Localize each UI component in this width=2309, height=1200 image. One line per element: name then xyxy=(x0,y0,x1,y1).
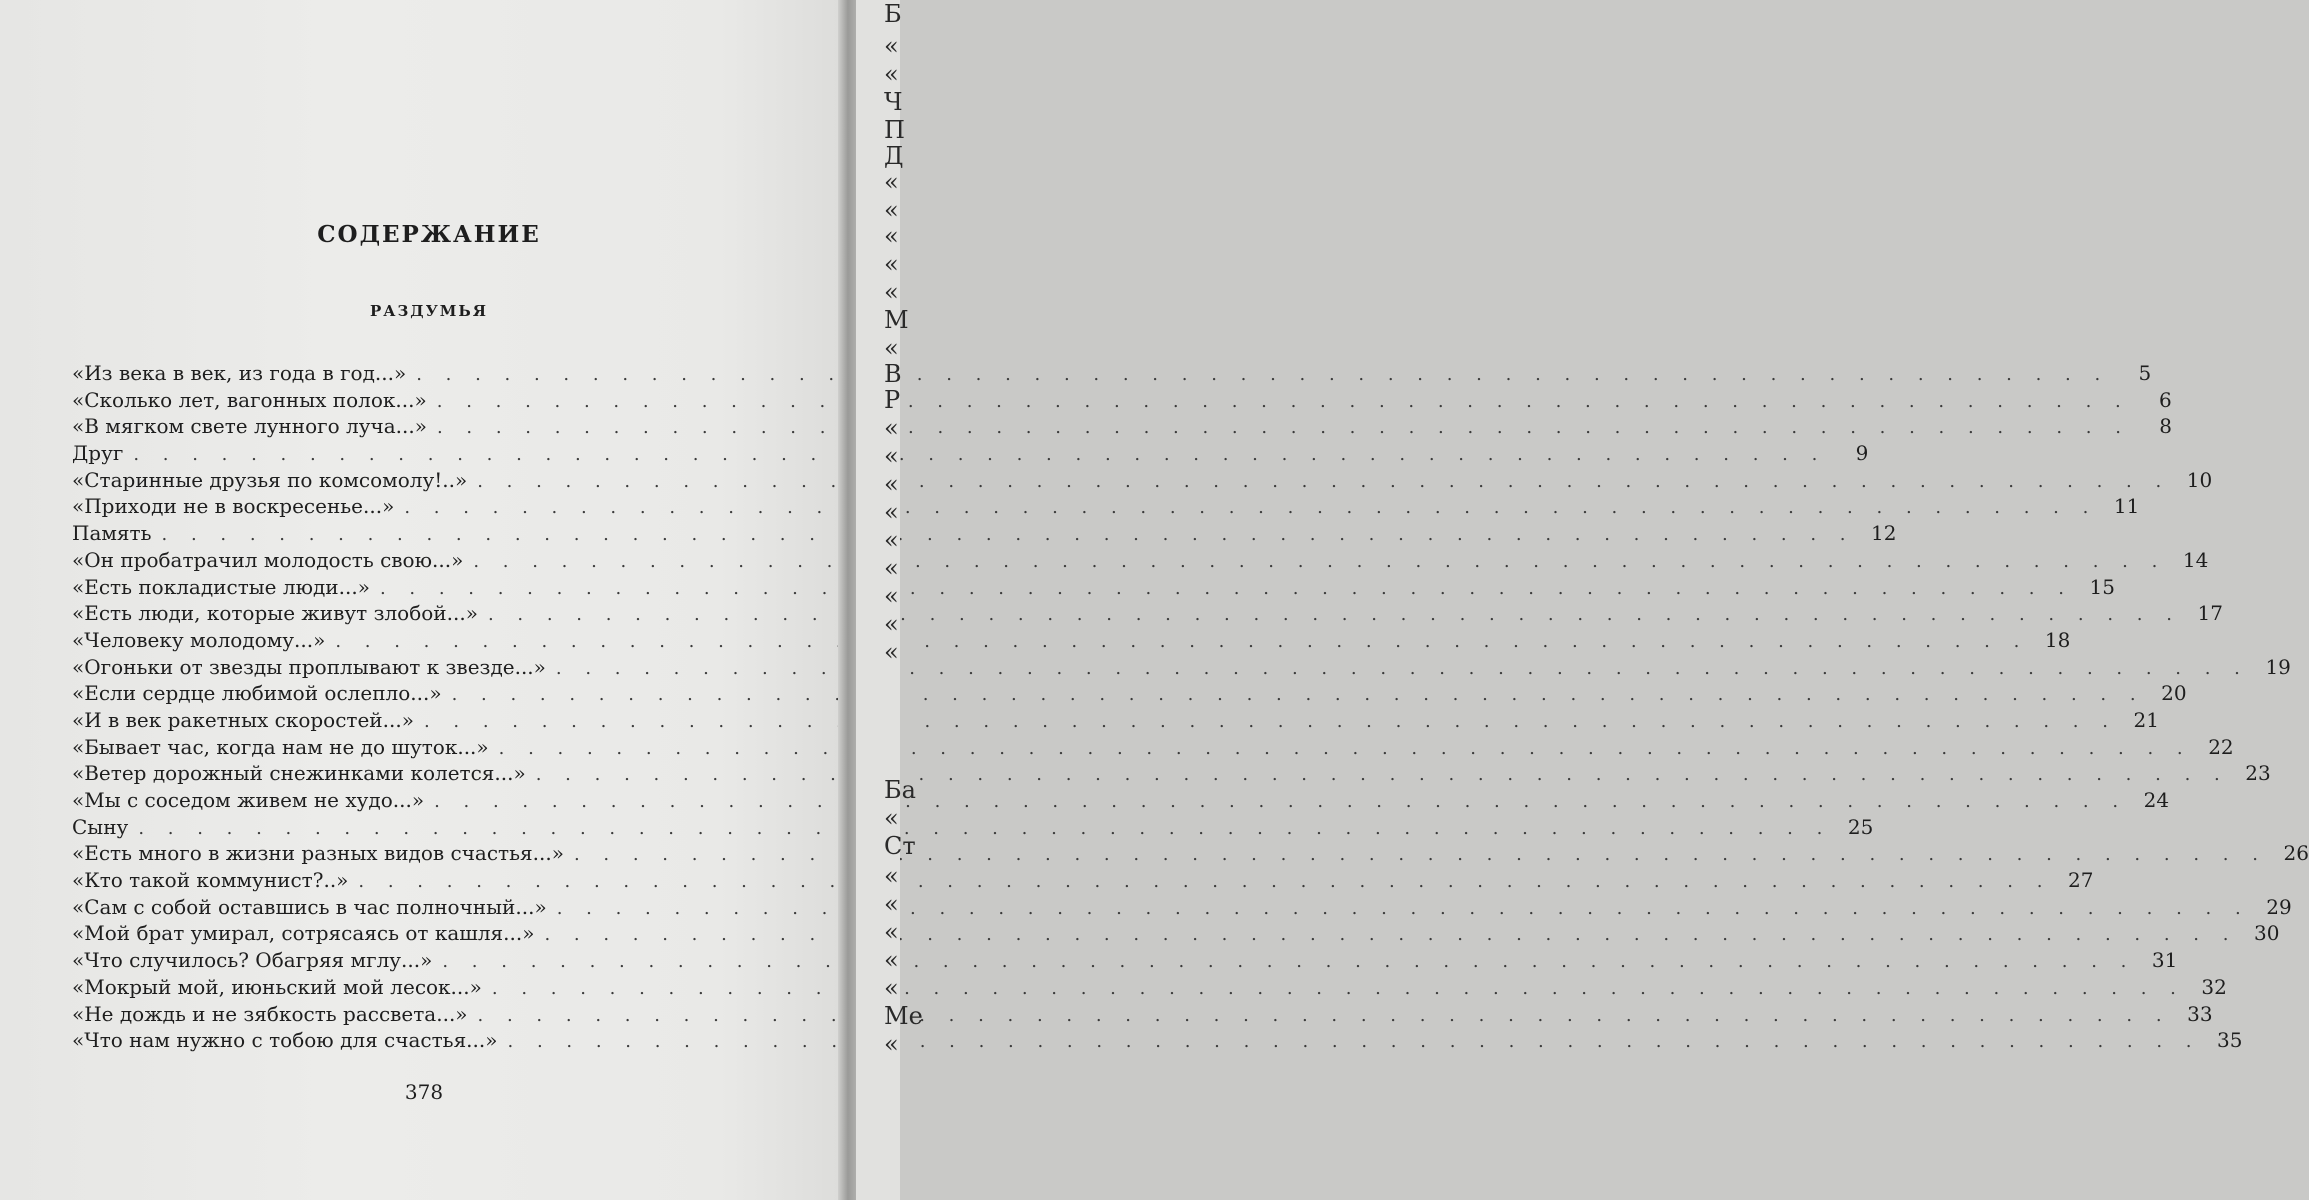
toc-entry-page: 25 xyxy=(1847,814,1874,839)
toc-entry-title: «Не дождь и не зябкость рассвета...» xyxy=(72,1001,468,1026)
toc-entry xyxy=(72,840,2309,867)
adjacent-page-glyph: В xyxy=(884,360,902,388)
dot-leader xyxy=(492,976,2185,1003)
toc-entry-title: «И в век ракетных скоростей...» xyxy=(72,707,414,732)
toc-entry-title: «Из века в век, из года в год...» xyxy=(72,361,407,385)
toc-entry-title: «В мягком свете лунного луча...» xyxy=(72,414,427,439)
dot-leader xyxy=(358,869,2051,896)
adjacent-page-glyph: « xyxy=(884,334,899,362)
adjacent-page-glyph: « xyxy=(884,168,899,196)
toc-entry xyxy=(72,947,2178,974)
adjacent-page-glyph: « xyxy=(884,946,899,974)
toc-entry-title: «Сам с собой оставшись в час полночный...» xyxy=(72,894,547,919)
dot-leader xyxy=(437,415,2130,442)
toc-entry xyxy=(72,654,2291,681)
toc-entry-title: «Кто такой коммунист?..» xyxy=(72,868,349,893)
toc-entry-title: «Есть много в жизни разных видов счастья...» xyxy=(72,841,564,866)
toc-entry-page: 14 xyxy=(2182,547,2209,572)
toc-entry-title: «Сколько лет, вагонных полок...» xyxy=(72,387,427,412)
adjacent-page-glyph: П xyxy=(884,116,905,144)
toc-entry-title: «Что случилось? Обагряя мглу...» xyxy=(72,948,433,973)
toc-entry xyxy=(72,680,2187,707)
contents-heading: СОДЕРЖАНИЕ xyxy=(317,221,541,248)
dot-leader xyxy=(404,495,2097,522)
adjacent-page-glyph: « xyxy=(884,610,899,638)
dot-leader xyxy=(380,576,2073,603)
adjacent-page-glyph: « xyxy=(884,554,899,582)
adjacent-page-glyph: « xyxy=(884,470,899,498)
adjacent-page-glyph: « xyxy=(884,414,899,442)
adjacent-page-glyph: Д xyxy=(884,142,904,170)
toc-entry xyxy=(72,734,2234,761)
toc-entry-title: «Что нам нужно с тобою для счастья...» xyxy=(72,1028,498,1053)
section-heading: РАЗДУМЬЯ xyxy=(369,302,489,320)
dot-leader xyxy=(442,949,2135,976)
toc-entry-page: 23 xyxy=(2245,761,2271,786)
toc-entry-page: 9 xyxy=(1855,441,1869,466)
toc-entry xyxy=(72,814,1874,841)
dot-leader xyxy=(434,789,2127,816)
toc-entry-page: 21 xyxy=(2133,707,2159,732)
toc-entry-page: 30 xyxy=(2254,921,2280,946)
adjacent-page-glyph: « xyxy=(884,974,899,1002)
adjacent-page-glyph: « xyxy=(884,222,899,250)
adjacent-page-glyph: « xyxy=(884,32,899,60)
toc-entry-page: 24 xyxy=(2143,788,2170,812)
adjacent-page-glyph: « xyxy=(884,442,899,470)
adjacent-page-glyph: « xyxy=(884,278,899,306)
toc-entry-page: 31 xyxy=(2151,948,2178,973)
dot-leader xyxy=(473,549,2166,576)
adjacent-page-glyph: « xyxy=(884,918,899,946)
toc-entry-title: «Старинные друзья по комсомолу!..» xyxy=(72,467,468,492)
toc-entry-page: 29 xyxy=(2266,894,2292,919)
dot-leader xyxy=(335,629,2028,656)
toc-entry xyxy=(72,600,2223,627)
dot-leader xyxy=(437,389,2130,416)
adjacent-page-edge xyxy=(856,0,923,1200)
toc-entry xyxy=(72,627,2071,654)
dot-leader xyxy=(557,896,2250,923)
toc-entry xyxy=(72,760,2271,787)
toc-entry-page: 33 xyxy=(2187,1001,2213,1026)
toc-entry-page: 12 xyxy=(1871,521,1897,546)
toc-entry-page: 5 xyxy=(2138,361,2152,385)
adjacent-page-glyph: « xyxy=(884,60,899,88)
adjacent-page-glyph: « xyxy=(884,250,899,278)
toc-entry-page: 35 xyxy=(2217,1028,2243,1053)
toc-entry-title: Друг xyxy=(72,441,124,466)
adjacent-page-glyph: Ч xyxy=(884,88,903,116)
toc-entry-title: «Мы с соседом живем не худо...» xyxy=(72,788,425,812)
toc-entry xyxy=(72,920,2280,947)
dot-leader xyxy=(574,842,2267,869)
toc-entry xyxy=(72,574,2115,601)
toc-entry-page: 26 xyxy=(2283,841,2309,866)
toc-entry-title: «Есть люди, которые живут злобой...» xyxy=(72,601,478,626)
adjacent-page-glyph: « xyxy=(884,1030,899,1058)
dot-leader xyxy=(452,682,2145,709)
toc-entry xyxy=(72,467,2213,494)
toc-entry-page: 11 xyxy=(2113,494,2140,519)
dot-leader xyxy=(162,522,1855,549)
toc-entry xyxy=(72,867,2094,894)
toc-entry xyxy=(72,520,1897,547)
dot-leader xyxy=(536,762,2229,789)
dot-leader xyxy=(138,816,1831,843)
toc-entry-page: 6 xyxy=(2159,387,2172,412)
dot-leader xyxy=(478,1003,2171,1030)
dot-leader xyxy=(544,922,2237,949)
toc-entry-title: «Он пробатрачил молодость свою...» xyxy=(72,547,464,572)
adjacent-page-glyph: « xyxy=(884,862,899,890)
adjacent-page-glyph: « xyxy=(884,196,899,224)
toc-entry-page: 18 xyxy=(2044,627,2071,652)
dot-leader xyxy=(488,602,2181,629)
adjacent-page-glyph: Ба xyxy=(884,776,916,804)
toc-entry-title: «Есть покладистые люди...» xyxy=(72,574,370,599)
adjacent-page-glyph: « xyxy=(884,582,899,610)
toc-entry-page: 19 xyxy=(2265,654,2291,679)
toc-entry-page: 27 xyxy=(2067,868,2094,893)
toc-entry-title: «Мокрый мой, июньский мой лесок...» xyxy=(72,974,482,999)
toc-entry-title: «Мой брат умирал, сотрясаясь от кашля...» xyxy=(72,921,535,946)
dot-leader xyxy=(133,442,1826,469)
toc-entry xyxy=(72,387,2172,414)
toc-entry-title: Сыну xyxy=(72,814,129,839)
adjacent-page-glyph: « xyxy=(884,526,899,554)
toc-entry-page: 8 xyxy=(2159,414,2172,439)
dot-leader xyxy=(508,1029,2201,1056)
adjacent-page-glyph: М xyxy=(884,306,909,334)
adjacent-page-glyph: Р xyxy=(884,386,901,414)
toc-entry-title: «Если сердце любимой ослепло...» xyxy=(72,681,442,706)
toc-entry-page: 15 xyxy=(2089,574,2115,599)
toc-entry-title: «Бывает час, когда нам не до шуток...» xyxy=(72,734,489,759)
adjacent-page-glyph: Ст xyxy=(884,832,916,860)
toc-entry-title: «Человеку молодому...» xyxy=(72,627,326,652)
toc-entry xyxy=(72,493,2140,520)
adjacent-page-glyph: « xyxy=(884,638,899,666)
toc-entry-title: Память xyxy=(72,521,152,546)
toc-entry xyxy=(72,1027,2243,1054)
adjacent-page-glyph: « xyxy=(884,804,899,832)
toc-entry-page: 32 xyxy=(2201,974,2227,999)
dot-leader xyxy=(556,656,2249,683)
toc-entry-title: «Ветер дорожный снежинками колется...» xyxy=(72,761,526,786)
toc-entry xyxy=(72,894,2292,921)
toc-entry-page: 20 xyxy=(2161,681,2187,706)
toc-entry xyxy=(72,974,2227,1001)
adjacent-page-glyph: « xyxy=(884,890,899,918)
toc-entry xyxy=(72,413,2172,440)
dot-leader xyxy=(416,362,2109,389)
page-number: 378 xyxy=(404,1080,444,1104)
dot-leader xyxy=(499,736,2192,763)
toc-entry-title: «Приходи не в воскресенье...» xyxy=(72,494,395,519)
toc-entry xyxy=(72,547,2209,574)
toc-entry xyxy=(72,440,1869,467)
dot-leader xyxy=(477,469,2170,496)
adjacent-page-glyph: Б xyxy=(884,0,902,28)
toc-entry-page: 22 xyxy=(2208,734,2234,759)
toc-entry xyxy=(72,360,2152,387)
toc-entry-page: 17 xyxy=(2197,601,2223,626)
adjacent-page-glyph: « xyxy=(884,498,899,526)
toc-entry-title: «Огоньки от звезды проплывают к звезде...» xyxy=(72,654,546,679)
dot-leader xyxy=(424,709,2117,736)
toc-entry-page: 10 xyxy=(2186,467,2213,492)
toc-entry xyxy=(72,707,2159,734)
adjacent-page-glyph: Ме xyxy=(884,1002,923,1030)
